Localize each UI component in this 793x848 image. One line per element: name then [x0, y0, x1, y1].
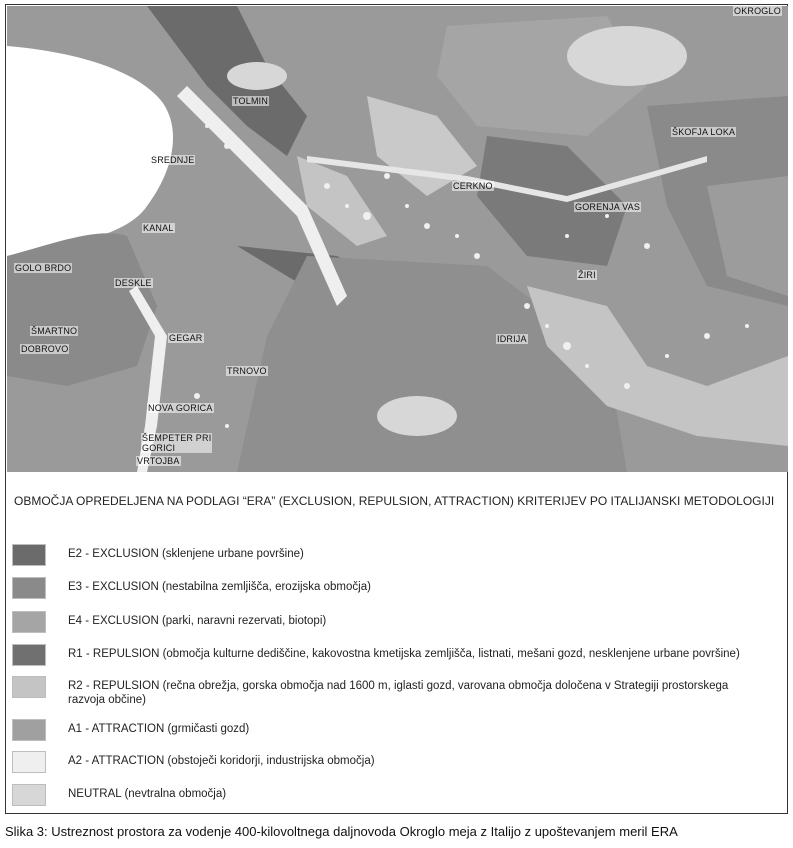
legend-item-e3: [12, 577, 772, 599]
place-dobrovo: DOBROVO: [21, 344, 69, 354]
place-ziri: ŽIRI: [578, 270, 596, 280]
legend-item-a1: [12, 719, 772, 741]
legend-title: OBMOČJA OPREDELJENA NA PODLAGI “ERA” (EXCLUSION, REPULSION, ATTRACTION) KRITERIJEV PO ITALIJANSKI METODOLOGIJI: [14, 494, 775, 508]
legend-item-e2: [12, 544, 772, 566]
figure-caption: [5, 824, 678, 839]
place-deskle: DESKLE: [115, 278, 152, 288]
legend-swatch-neutral: [12, 784, 46, 806]
legend-label-e3: E3 - EXCLUSION (nestabilna zemljišča, erozijska območja): [68, 581, 371, 593]
legend-label-e2: E2 - EXCLUSION (sklenjene urbane površine): [68, 548, 304, 560]
legend-item-neutral: [12, 784, 772, 806]
place-idrija: IDRIJA: [497, 334, 527, 344]
caption-label: Slika 3:: [5, 824, 48, 839]
legend-item-r1: [12, 644, 772, 666]
area-neutral-2: [377, 396, 457, 436]
legend-label-r2: R2 - REPULSION (rečna obrežja, gorska območja nad 1600 m, iglasti gozd, varovana območja določena v Strategiji prostorskega razvoja občine): [68, 680, 729, 706]
place-cerkno: CERKNO: [453, 181, 493, 191]
legend-label-neutral: NEUTRAL (nevtralna območja): [68, 788, 227, 800]
legend-swatch-a2: [12, 751, 46, 773]
legend-swatch-r1: [12, 644, 46, 666]
legend-label-e4: E4 - EXCLUSION (parki, naravni rezervati, biotopi): [68, 615, 327, 627]
map-canvas: [7, 6, 788, 472]
legend-label-r1: R1 - REPULSION (območja kulturne dediščine, kakovostna kmetijska zemljišča, listnati, mešani gozd, nesklenjene urbane površine): [68, 648, 740, 660]
legend-label-a1: A1 - ATTRACTION (grmičasti gozd): [68, 723, 250, 735]
area-neutral-3: [227, 62, 287, 90]
place-skofja-loka: ŠKOFJA LOKA: [672, 127, 736, 137]
place-okroglo: OKROGLO: [734, 6, 781, 16]
caption-text: Ustreznost prostora za vodenje 400-kilovoltnega daljnovoda Okroglo meja z Italijo z upoštevanjem meril ERA: [51, 824, 678, 839]
legend-item-r2: [12, 676, 772, 708]
place-sempeter: ŠEMPETER PRI GORICI: [142, 433, 212, 453]
place-gegar: GEGAR: [169, 333, 203, 343]
place-kanal: KANAL: [143, 223, 174, 233]
legend-item-e4: [12, 611, 772, 633]
place-gorenja-vas: GORENJA VAS: [575, 202, 641, 212]
legend-swatch-r2: [12, 676, 46, 698]
suitability-map: [7, 6, 788, 472]
place-srednje: SREDNJE: [151, 155, 195, 165]
place-golo-brdo: GOLO BRDO: [15, 263, 72, 273]
area-e3: [7, 233, 157, 386]
place-nova-gorica: NOVA GORICA: [148, 403, 213, 413]
legend-swatch-e3: [12, 577, 46, 599]
legend-label-a2: A2 - ATTRACTION (obstoječi koridorji, industrijska območja): [68, 755, 375, 767]
place-trnovo: TRNOVO: [227, 366, 267, 376]
place-smartno: ŠMARTNO: [31, 326, 78, 336]
legend-swatch-e2: [12, 544, 46, 566]
place-tolmin: TOLMIN: [233, 96, 269, 106]
legend-swatch-a1: [12, 719, 46, 741]
legend-item-a2: [12, 751, 772, 773]
legend-swatch-e4: [12, 611, 46, 633]
area-neutral: [567, 26, 687, 86]
place-vrtojba: VRTOJBA: [137, 456, 180, 466]
